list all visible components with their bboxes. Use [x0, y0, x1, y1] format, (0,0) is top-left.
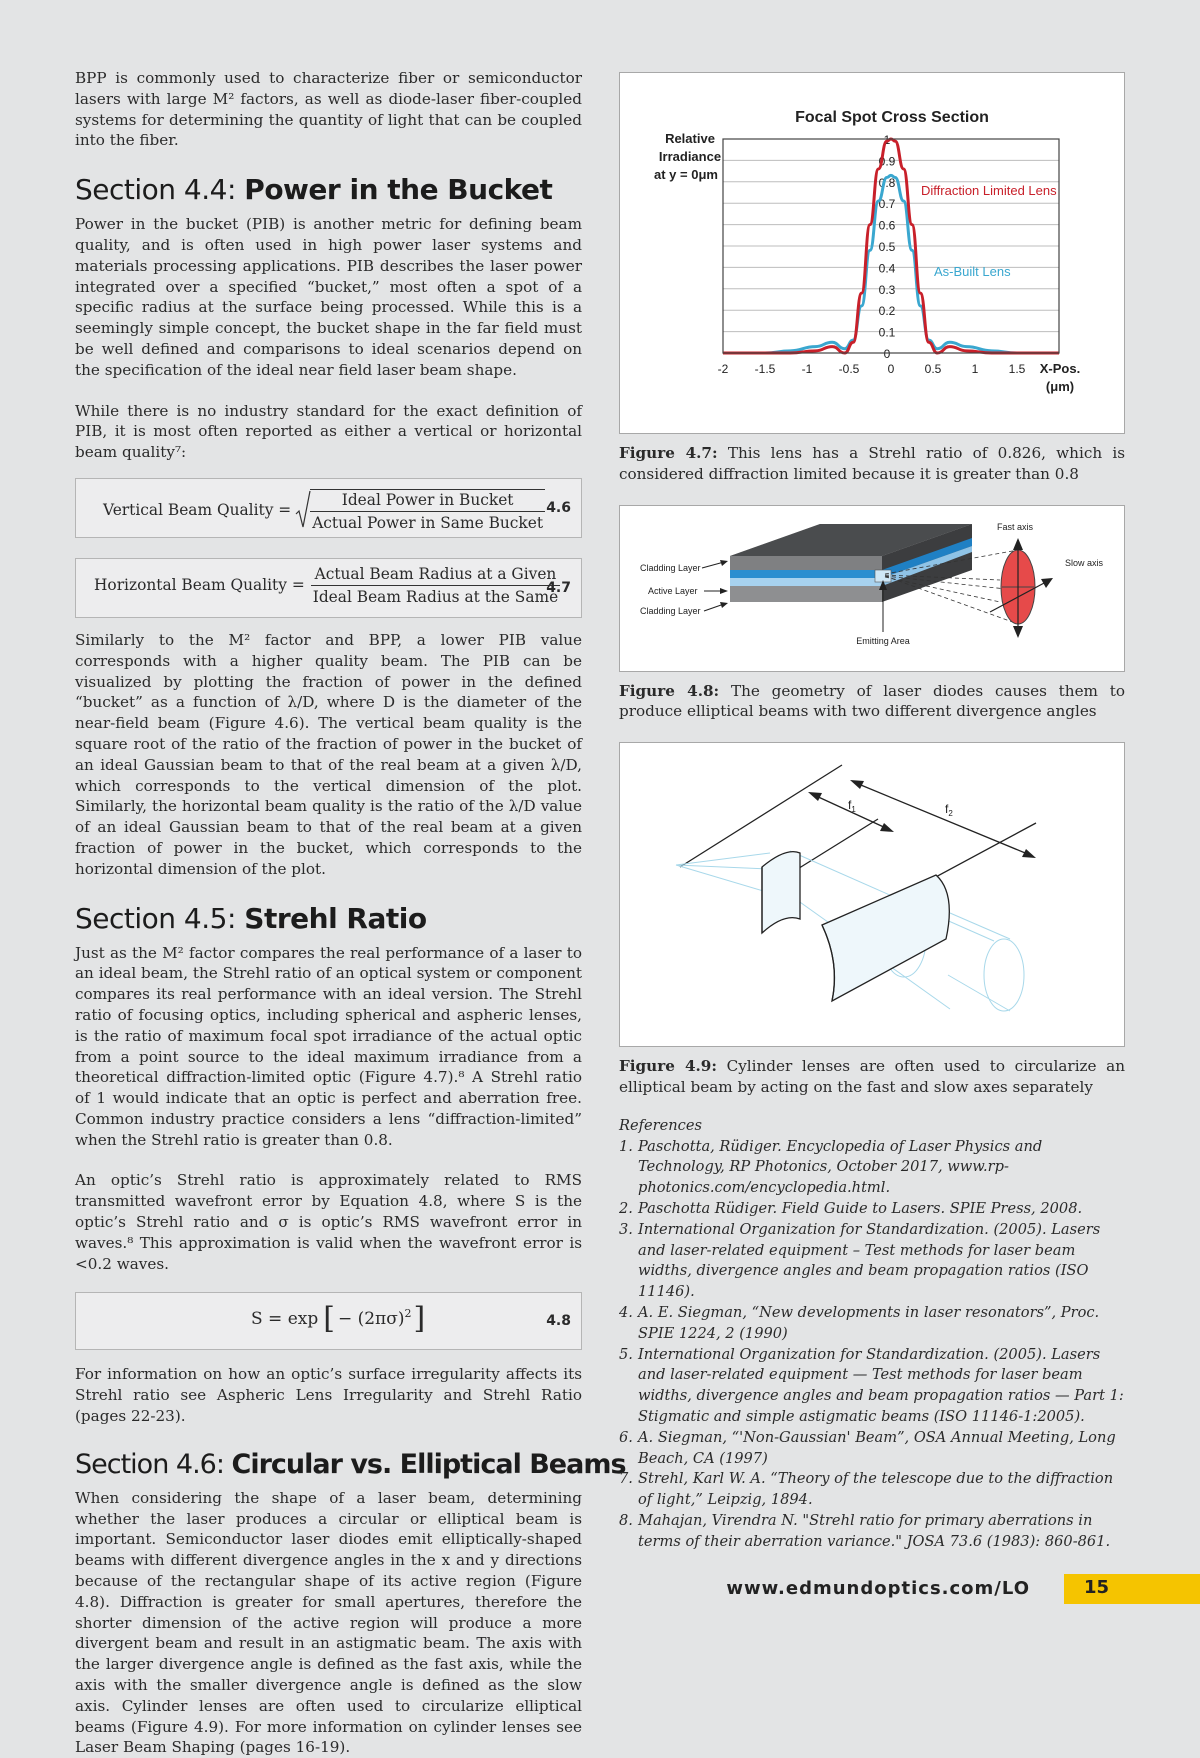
references-title: References: [619, 1116, 702, 1134]
chart-title: Focal Spot Cross Section: [795, 109, 989, 126]
eq48-inner: − (2πσ): [337, 1309, 405, 1330]
chart-y-tick-label: 0.4: [878, 261, 896, 276]
reference-item: [619, 1469, 1125, 1511]
cylinder-lens-2: [822, 875, 949, 1001]
chart-y-tick-label: 0: [883, 347, 891, 361]
reference-item: [619, 1199, 1125, 1220]
chart-y-tick-label: 0.1: [878, 325, 896, 340]
reference-number: 6.: [619, 1428, 633, 1446]
references: [619, 1116, 1125, 1553]
cladding-top-label: Cladding Layer: [640, 562, 701, 573]
chart-y-tick-label: 0.3: [878, 282, 896, 297]
reference-text: Mahajan, Virendra N. "Strehl ratio for primary aberrations in terms of their aberration variance." JOSA 73.6 (1983): 860-861.: [638, 1511, 1111, 1550]
section-4-6-heading: Section 4.6: Circular vs. Elliptical Beams: [75, 1448, 626, 1480]
equation-4-8: [75, 1292, 582, 1350]
chart-x-tick-label: -1.5: [754, 362, 776, 376]
chart-xlabel-2: (μm): [1045, 379, 1075, 394]
left-bracket-icon: [: [323, 1301, 335, 1337]
chart-x-ticks: [718, 362, 1026, 376]
intro-paragraph: BPP is commonly used to characterize fiber or semiconductor lasers with large M² factors, as well as diode-laser fiber-coupled systems for determining the quantity of light that can be coupled into the fiber.: [75, 69, 582, 150]
references-list: [619, 1137, 1125, 1553]
chart-ylabel-line-2: Irradiance: [658, 149, 722, 164]
legend-as-built: As-Built Lens: [934, 264, 1011, 279]
chart-y-tick-label: 1: [883, 133, 891, 147]
section-4-4-heading: Section 4.4: Power in the Bucket: [75, 173, 553, 207]
reference-text: Paschotta, Rüdiger. Encyclopedia of Laser Physics and Technology, RP Photonics, October 2017, www.rp-photonics.com/encyclopedia.html.: [638, 1137, 1043, 1197]
chart-y-tick-label: 0.7: [878, 197, 896, 212]
reference-number: 3.: [619, 1220, 633, 1238]
strehl-paragraph-2: An optic’s Strehl ratio is approximately related to RMS transmitted wavefront error by Equation 4.8, where S is the optic’s Strehl ratio and σ is optic’s RMS wavefront error in waves.⁸ This approximation is valid when the wavefront error is <0.2 waves.: [75, 1171, 582, 1273]
cladding-bottom-label: Cladding Layer: [640, 605, 701, 616]
slow-axis-arrow-icon: [1041, 578, 1053, 588]
figure-4-7-caption: Figure 4.7: This lens has a Strehl ratio of 0.826, which is considered diffraction limited because it is greater than 0.8: [619, 444, 1125, 483]
reference-item: [619, 1137, 1125, 1199]
reference-text: Strehl, Karl W. A. “Theory of the telescope due to the diffraction of light,” Leipzig, 1894.: [638, 1470, 1114, 1509]
chart-y-tick-label: 0.8: [878, 175, 896, 190]
footer-url: www.edmundoptics.com/LO: [726, 1578, 1030, 1599]
chart-y-tick-label: 0.5: [878, 240, 896, 254]
front-cladding-top: [730, 556, 882, 570]
eq48-number: 4.8: [546, 1313, 571, 1330]
active-layer-label: Active Layer: [648, 585, 698, 596]
reference-text: A. E. Siegman, “New developments in laser resonators”, Proc. SPIE 1224, 2 (1990): [638, 1303, 1100, 1342]
page-number: 15: [1084, 1577, 1110, 1598]
eq48-exponent: 2: [404, 1306, 412, 1320]
right-bracket-icon: ]: [413, 1301, 426, 1337]
right-column: [619, 72, 1125, 1553]
reference-text: International Organization for Standardization. (2005). Lasers and laser-related equipment — Test methods for laser beam widths, divergence angles and beam propagation ratios — Part 1: Stigmatic and simple astigmatic beams (ISO 11146-1:2005).: [638, 1345, 1124, 1425]
figure-4-7: [619, 72, 1125, 434]
chart-y-tick-label: 0.6: [878, 218, 896, 233]
figure-4-8-caption: Figure 4.8: The geometry of laser diodes causes them to produce elliptical beams with two different divergence angles: [619, 681, 1125, 721]
eq46-label: Vertical Beam Quality =: [103, 501, 292, 520]
reference-text: A. Siegman, “'Non-Gaussian' Beam”, OSA Annual Meeting, Long Beach, CA (1997): [638, 1428, 1116, 1467]
f1-arrow-right-icon: [880, 823, 894, 832]
pointer-arrow-icon: [720, 588, 728, 594]
sqrt-sign-icon: [295, 490, 311, 530]
page-number-tab: [1064, 1574, 1200, 1604]
emitting-area-label: Emitting Area: [856, 635, 910, 646]
focal-spot-chart: [620, 73, 1124, 433]
reference-text: Paschotta Rüdiger. Field Guide to Lasers. SPIE Press, 2008.: [638, 1199, 1083, 1217]
cylinder-lens-1: [762, 852, 800, 933]
reference-item: [619, 1303, 1125, 1345]
eq47-fraction: $\frac{\text{Actual Beam Radius at a Given}}{\text{Ideal Beam Radius at the Same}}$: [312, 564, 559, 606]
circ-paragraph-1: When considering the shape of a laser beam, determining whether the laser produces a circular or elliptical beam is important. Semiconductor laser diodes emit elliptically-shaped beams with different divergence angles in the x and y directions because of the rectangular shape of its active region (Figure 4.8). Diffraction is greater for small apertures, therefore the shorter dimension of the active region will produce a more divergent beam and result in an astigmatic beam. The axis with the larger divergence angle is defined as the fast axis, while the axis with the smaller divergence angle is defined as the slow axis. Cylinder lenses are often used to circularize elliptical beams (Figure 4.9). For more information on cylinder lenses see Laser Beam Shaping (pages 16-19).: [75, 1488, 582, 1757]
pib-paragraph-3: Similarly to the M² factor and BPP, a lower PIB value corresponds with a higher quality beam. The PIB can be visualized by plotting the fraction of power in the defined “bucket” as a function of λ/D, where D is the diameter of the near-field beam (Figure 4.6). The vertical beam quality is the square root of the ratio of the fraction of power in the bucket of an ideal Gaussian beam to that of the real beam at a given λ/D, which corresponds to the vertical dimension of the plot. Similarly, the horizontal beam quality is the ratio of the λ/D value of an ideal Gaussian beam to that of the real beam at a given fraction of power in the bucket, which corresponds to the horizontal dimension of the plot.: [75, 630, 582, 878]
fast-axis-label: Fast axis: [996, 521, 1034, 532]
chart-x-tick-label: 0: [887, 362, 895, 376]
front-cladding-bottom: [730, 586, 882, 602]
pointer-arrow-icon: [720, 560, 728, 566]
pib-paragraph-2: While there is no industry standard for the exact definition of PIB, it is most often reported as either a vertical or horizontal beam quality⁷:: [75, 401, 582, 462]
fast-axis-arrow-down-icon: [1013, 626, 1023, 638]
collimated-beam-outline: [948, 913, 1010, 1011]
eq46-fraction: $\frac{\text{Ideal Power in Bucket}}{\text{Actual Power in Same Bucket}}$: [312, 490, 544, 532]
figure-4-9-caption: Figure 4.9: Cylinder lenses are often used to circularize an elliptical beam by acting on the fast and slow axes separately: [619, 1057, 1125, 1096]
fast-axis-arrow-up-icon: [1013, 538, 1023, 550]
pib-paragraph-1: Power in the bucket (PIB) is another metric for defining beam quality, and is often used in high power laser systems and materials processing applications. PIB describes the laser power integrated over a specified “bucket,” most often a spot of a specific radius at the surface being processed. While this is a seemingly simple concept, the bucket shape in the far field must be well defined and comparisons to ideal scenarios depend on the specification of the ideal near field laser beam shape.: [75, 215, 582, 379]
chart-xlabel-1: X-Pos.: [1039, 361, 1081, 376]
equation-4-7: [75, 558, 582, 618]
reference-number: 7.: [619, 1470, 633, 1488]
left-column: [75, 68, 626, 1758]
cylinder-lens-diagram: [620, 743, 1124, 1046]
slow-axis-label: Slow axis: [1065, 557, 1104, 568]
chart-ylabel-line-1: Relative: [665, 131, 715, 146]
reference-item: [619, 1511, 1125, 1553]
pointer-arrow-icon: [720, 602, 728, 608]
chart-ylabel-line-3: at y = 0μm: [654, 167, 718, 182]
eq48-lhs: S = exp: [251, 1309, 319, 1330]
figure-4-9: [619, 742, 1125, 1047]
legend-diffraction-limited: Diffraction Limited Lens: [921, 183, 1057, 198]
front-active-layer: [730, 570, 882, 578]
reference-number: 2.: [619, 1199, 633, 1217]
reference-number: 4.: [619, 1303, 633, 1321]
section-4-5-heading: Section 4.5: Strehl Ratio: [75, 901, 427, 935]
reference-item: [619, 1220, 1125, 1303]
chart-x-tick-label: 0.5: [924, 362, 942, 376]
eq47-number: 4.7: [546, 579, 571, 596]
chart-y-tick-label: 0.2: [878, 304, 896, 319]
reference-number: 1.: [619, 1137, 633, 1155]
chart-x-tick-label: -2: [717, 362, 729, 376]
equation-4-6: [75, 478, 582, 538]
strehl-paragraph-3: For information on how an optic’s surface irregularity affects its Strehl ratio see Aspheric Lens Irregularity and Strehl Ratio (pages 22-23).: [75, 1365, 582, 1426]
f2-label: $f_2$: [945, 802, 953, 819]
reference-number: 8.: [619, 1511, 633, 1529]
chart-x-tick-label: 1.5: [1008, 362, 1026, 376]
reference-item: [619, 1345, 1125, 1428]
reference-item: [619, 1428, 1125, 1470]
eq46-number: 4.6: [546, 499, 571, 516]
chart-y-tick-label: 0.9: [878, 154, 896, 169]
laser-diode-diagram: [620, 506, 1124, 671]
reference-text: International Organization for Standardization. (2005). Lasers and laser-related equipment – Test methods for laser beam widths, divergence angles and beam propagation ratios (ISO 11146).: [638, 1220, 1101, 1301]
chart-x-tick-label: -0.5: [838, 362, 860, 376]
eq47-label: Horizontal Beam Quality =: [94, 576, 305, 595]
figure-4-8: [619, 505, 1125, 672]
chart-x-tick-label: -1: [801, 362, 813, 376]
f1-label: $f_1$: [848, 798, 856, 815]
front-active-light: [730, 578, 882, 586]
reference-number: 5.: [619, 1345, 633, 1363]
f2-arrow-left-icon: [850, 780, 864, 789]
chart-x-tick-label: 1: [971, 362, 979, 376]
strehl-paragraph-1: Just as the M² factor compares the real performance of a laser to an ideal beam, the Strehl ratio of an optical system or component compares its real performance with an ideal version. The Strehl ratio of focusing optics, including spherical and aspheric lenses, is the ratio of maximum focal spot irradiance of the actual optic from a point source to the ideal maximum irradiance from a theoretical diffraction-limited optic (Figure 4.7).⁸ A Strehl ratio of 1 would indicate that an optic is perfect and aberration free. Common industry practice considers a lens “diffraction-limited” when the Strehl ratio is greater than 0.8.: [75, 943, 582, 1149]
f1-arrow-left-icon: [808, 792, 822, 801]
f2-arrow-right-icon: [1022, 849, 1036, 858]
